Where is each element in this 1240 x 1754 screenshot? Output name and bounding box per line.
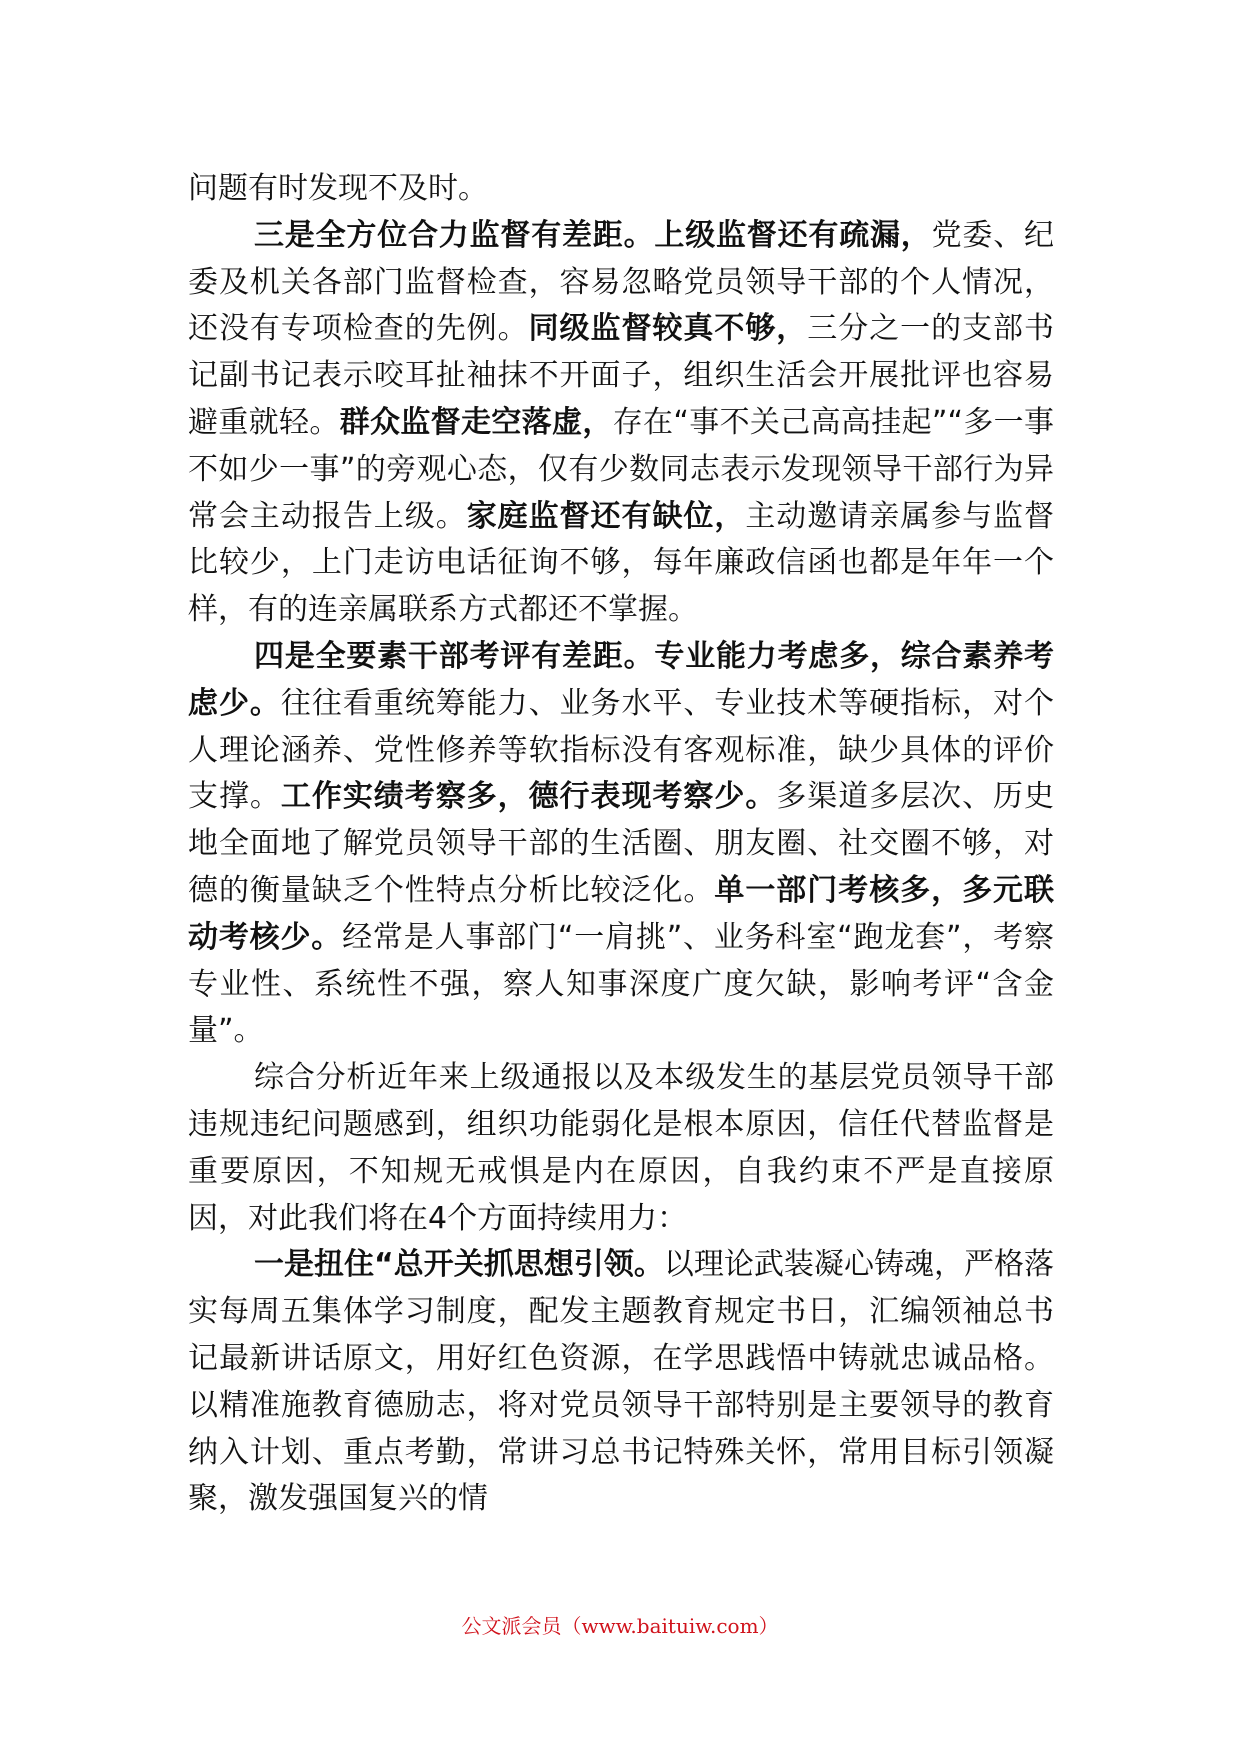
paragraph (188, 634, 1054, 1055)
document-body (188, 166, 1054, 1523)
paragraph (188, 1242, 1054, 1523)
text-run: 三分之一的支部书记副书记表示咬耳扯袖抹不开面子，组织生活会开展批评也容易避重就轻。 (188, 311, 1055, 440)
bold-heading-run: 三是全方位合力监督有差距。上级监督还有疏漏， (254, 217, 932, 253)
bold-heading-run: 工作实绩考察多，德行表现考察少。 (280, 779, 777, 815)
text-run: 综合分析近年来上级通报以及本级发生的基层党员领导干部违规违纪问题感到，组织功能弱化是根本原因，信任代替监督是重要原因，不知规无戒惧是内在原因，自我约束不严是直接原因，对此我们将在4个方面持续用力： (188, 1060, 1054, 1236)
paragraph (188, 166, 1054, 213)
bold-heading-run: 同级监督较真不够， (528, 311, 808, 347)
text-run: 问题有时发现不及时。 (188, 171, 488, 206)
bold-heading-run: 一是扭住“总开关抓思想引领。 (254, 1247, 664, 1283)
bold-heading-run: 单一部门考核多，多元联动考核少。 (188, 872, 1055, 955)
text-run: 经常是人事部门“一肩挑”、业务科室“跑龙套”，考察专业性、系统性不强，察人知事深度广度欠缺，影响考评“含金量”。 (188, 919, 1054, 1049)
text-run: 往往看重统筹能力、业务水平、专业技术等硬指标，对个人理论涵养、党性修养等软指标没有客观标准，缺少具体的评价支撑。 (188, 685, 1055, 815)
paragraph (188, 213, 1054, 634)
text-run: 存在“事不关己高高挂起”“多一事不如少一事”的旁观心态，仅有少数同志表示发现领导干部行为异常会主动报告上级。 (188, 404, 1054, 534)
paragraph (188, 1055, 1054, 1242)
text-run: 主动邀请亲属参与监督比较少，上门走访电话征询不够，每年廉政信函也都是年年一个样，有的连亲属联系方式都还不掌握。 (188, 498, 1055, 628)
text-run: 多渠道多层次、历史地全面地了解党员领导干部的生活圈、朋友圈、社交圈不够，对德的衡量缺乏个性特点分析比较泛化。 (188, 779, 1055, 908)
bold-heading-run: 群众监督走空落虚， (339, 404, 613, 440)
text-run: 党委、纪委及机关各部门监督检查，容易忽略党员领导干部的个人情况，还没有专项检查的先例。 (188, 217, 1055, 347)
bold-heading-run: 家庭监督还有缺位， (466, 498, 746, 534)
footer-watermark: 公文派会员（www.baituiw.com） (461, 1614, 779, 1638)
text-run: 以理论武装凝心铸魂，严格落实每周五集体学习制度，配发主题教育规定书日，汇编领袖总书记最新讲话原文，用好红色资源，在学思践悟中铸就忠诚品格。以精准施教育德励志，将对党员领导干部特别是主要领导的教育纳入计划、重点考勤，常讲习总书记特殊关怀，常用目标引领凝聚，激发强国复兴的情 (188, 1247, 1055, 1517)
bold-heading-run: 四是全要素干部考评有差距。专业能力考虑多，综合素养考虑少。 (188, 638, 1054, 721)
